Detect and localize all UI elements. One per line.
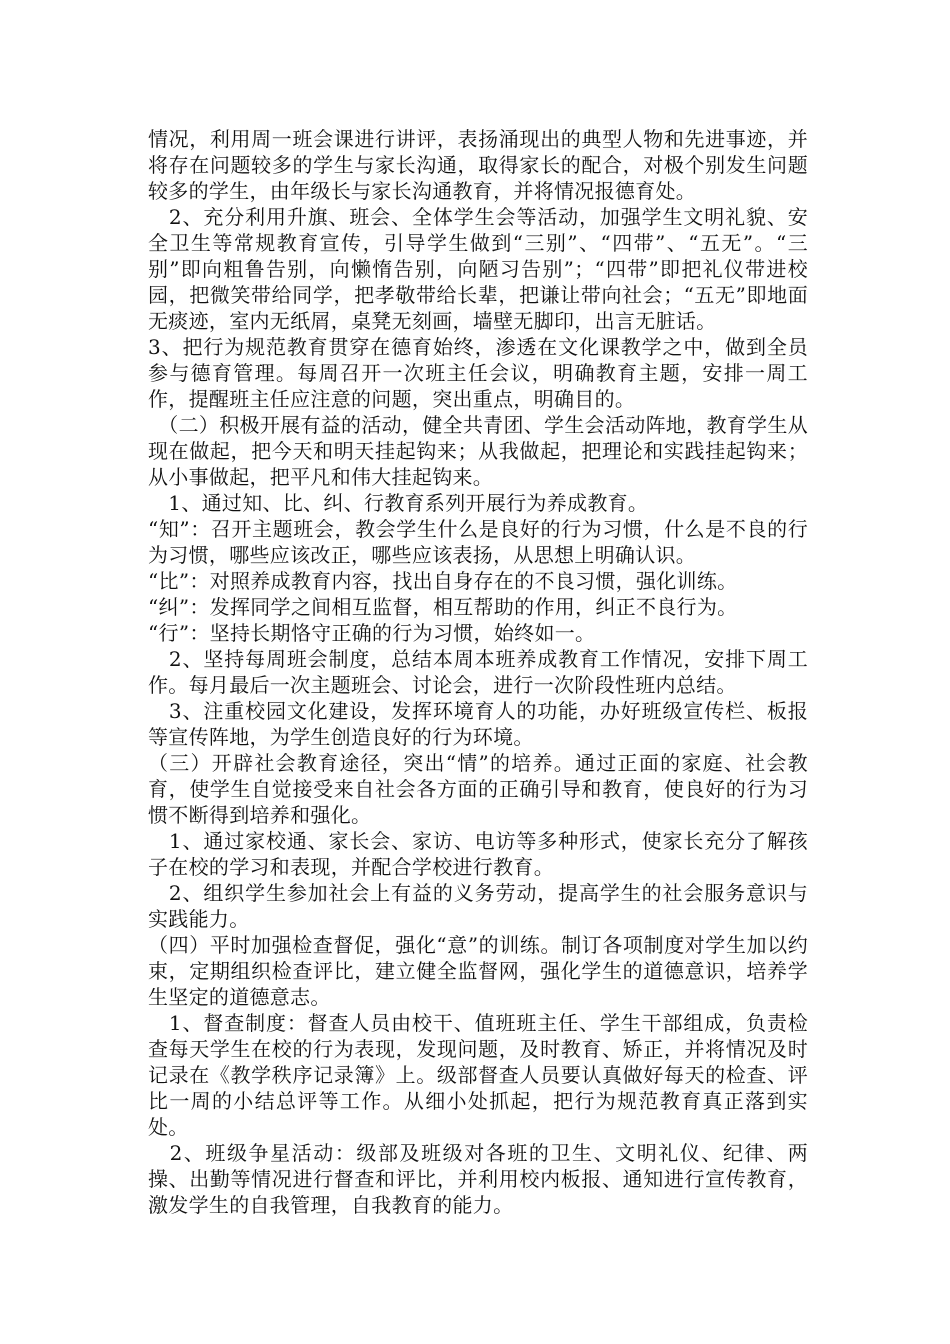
paragraph-5: 1、通过知、比、纠、行教育系列开展行为养成教育。 <box>148 491 649 515</box>
paragraph-15: （四）平时加强检查督促，强化“意”的训练。制订各项制度对学生加以约束，定期组织检查评比，建立健全监督网，强化学生的道德意识，培养学生坚定的道德意志。 <box>148 933 808 1009</box>
paragraph-10: 2、坚持每周班会制度，总结本周本班养成教育工作情况，安排下周工作。每月最后一次主题班会、讨论会，进行一次阶段性班内总结。 <box>148 647 808 697</box>
paragraph-7: “比”：对照养成教育内容，找出自身存在的不良习惯，强化训练。 <box>148 569 738 593</box>
paragraph-16: 1、督查制度：督查人员由校干、值班班主任、学生干部组成，负责检查每天学生在校的行为表现，发现问题，及时教育、矫正，并将情况及时记录在《教学秩序记录簿》上。级部督查人员要认真做好每天的检查、评比一周的小结总评等工作。从细小处抓起，把行为规范教育真正落到实处。 <box>148 1011 808 1139</box>
paragraph-3: 3、把行为规范教育贯穿在德育始终，渗透在文化课教学之中，做到全员参与德育管理。每周召开一次班主任会议，明确教育主题，安排一周工作，提醒班主任应注意的问题，突出重点，明确目的。 <box>148 335 808 411</box>
paragraph-12: （三）开辟社会教育途径，突出“情”的培养。通过正面的家庭、社会教育，使学生自觉接受来自社会各方面的正确引导和教育，使良好的行为习惯不断得到培养和强化。 <box>148 751 808 827</box>
paragraph-1: 情况，利用周一班会课进行讲评，表扬涌现出的典型人物和先进事迹，并将存在问题较多的学生与家长沟通，取得家长的配合，对极个别发生问题较多的学生，由年级长与家长沟通教育，并将情况报德育处。 <box>148 127 808 203</box>
paragraph-14: 2、组织学生参加社会上有益的义务劳动，提高学生的社会服务意识与实践能力。 <box>148 881 808 931</box>
paragraph-8: “纠”：发挥同学之间相互监督，相互帮助的作用，纠正不良行为。 <box>148 595 738 619</box>
document-body <box>148 126 808 1218</box>
paragraph-17: 2、班级争星活动：级部及班级对各班的卫生、文明礼仪、纪律、两操、出勤等情况进行督查和评比，并利用校内板报、通知进行宣传教育，激发学生的自我管理，自我教育的能力。 <box>148 1141 808 1217</box>
paragraph-13: 1、通过家校通、家长会、家访、电访等多种形式，使家长充分了解孩子在校的学习和表现，并配合学校进行教育。 <box>148 829 808 879</box>
paragraph-9: “行”：坚持长期恪守正确的行为习惯，始终如一。 <box>148 621 596 645</box>
paragraph-4: （二）积极开展有益的活动，健全共青团、学生会活动阵地，教育学生从现在做起，把今天和明天挂起钩来；从我做起，把理论和实践挂起钩来；从小事做起，把平凡和伟大挂起钩来。 <box>148 413 808 489</box>
paragraph-11: 3、注重校园文化建设，发挥环境育人的功能，办好班级宣传栏、板报等宣传阵地，为学生创造良好的行为环境。 <box>148 699 808 749</box>
paragraph-6: “知”：召开主题班会，教会学生什么是良好的行为习惯，什么是不良的行为习惯，哪些应该改正，哪些应该表扬，从思想上明确认识。 <box>148 517 808 567</box>
paragraph-2: 2、充分利用升旗、班会、全体学生会等活动，加强学生文明礼貌、安全卫生等常规教育宣传，引导学生做到“三别”、“四带”、“五无”。“三别”即向粗鲁告别，向懒惰告别，向陋习告别”；“四带”即把礼仪带进校园，把微笑带给同学，把孝敬带给长辈，把谦让带向社会；“五无”即地面无痰迹，室内无纸屑，桌凳无刻画，墙壁无脚印，出言无脏话。 <box>148 205 808 333</box>
